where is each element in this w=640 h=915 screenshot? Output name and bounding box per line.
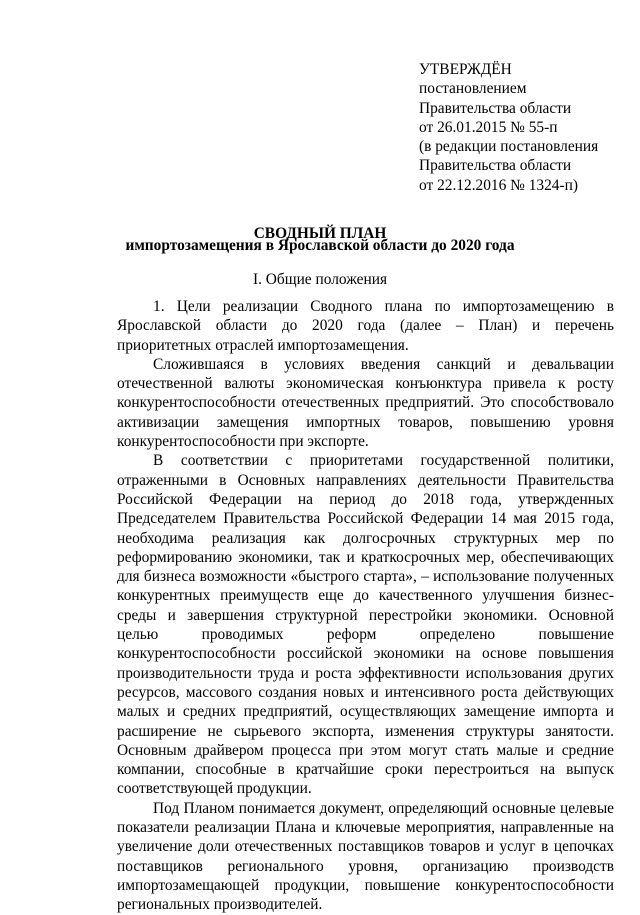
paragraph: Сложившаяся в условиях введения санкций и девальвации отечественной валюты экономическая конъюнктура привела к росту конкурентоспособности отечественных предприятий. Это способствовало активизации замещения импортных товаров, повышению уровня конкурентоспособности при экспорте. <box>117 355 614 451</box>
approval-line: постановлением <box>419 80 527 98</box>
approval-stamp <box>419 60 629 195</box>
document-body <box>117 297 614 915</box>
paragraph: 1. Цели реализации Сводного плана по импортозамещению в Ярославской области до 2020 года (далее – План) и перечень приоритетных отраслей импортозамещения. <box>117 298 614 354</box>
approval-line: Правительства области <box>419 157 572 175</box>
paragraph: В соответствии с приоритетами государственной политики, отраженными в Основных направлениях деятельности Правительства Российской Федерации на период до 2018 года, утвержденных Председателем Правительства Российской Федерации 14 мая 2015 года, необходима реализация как долгосрочных структурных мер по реформированию экономики, так и краткосрочных мер, обеспечивающих для бизнеса возможности «быстрого старта», – использование полученных конкурентных преимуществ еще до качественного улучшения бизнес-среды и завершения структурной перестройки экономики. Основной целью проводимых реформ определено повышение конкурентоспособности российской экономики на основе повышения производительности труда и роста эффективности использования других ресурсов, массового создания новых и интенсивного роста действующих малых и средних предприятий, осуществляющих замещение импорта и расширение не сырьевого экспорта, изменения структуры занятости. Основным драйвером процесса при этом могут стать малые и средние компании, способные в кратчайшие сроки перестроиться на выпуск соответствующей продукции. <box>117 452 614 798</box>
document-title: СВОДНЫЙ ПЛАН <box>253 225 387 242</box>
approval-line: (в редакции постановления <box>419 138 599 156</box>
approval-line: Правительства области <box>419 99 572 117</box>
approval-line: от 22.12.2016 № 1324-п) <box>419 176 578 194</box>
document-subtitle: импортозамещения в Ярославской области до 2020 года <box>125 237 515 254</box>
approval-line: УТВЕРЖДЁН <box>419 61 512 78</box>
paragraph: Под Планом понимается документ, определяющий основные целевые показатели реализации Плана и ключевые мероприятия, направленные на увеличение доли отечественных поставщиков товаров и услуг в цепочках поставщиков регионального уровня, организацию производств импортозамещающей продукции, повышение конкурентоспособности региональных производителей. <box>117 799 614 914</box>
approval-line: от 26.01.2015 № 55-п <box>419 118 558 136</box>
section-heading: I. Общие положения <box>252 271 388 288</box>
